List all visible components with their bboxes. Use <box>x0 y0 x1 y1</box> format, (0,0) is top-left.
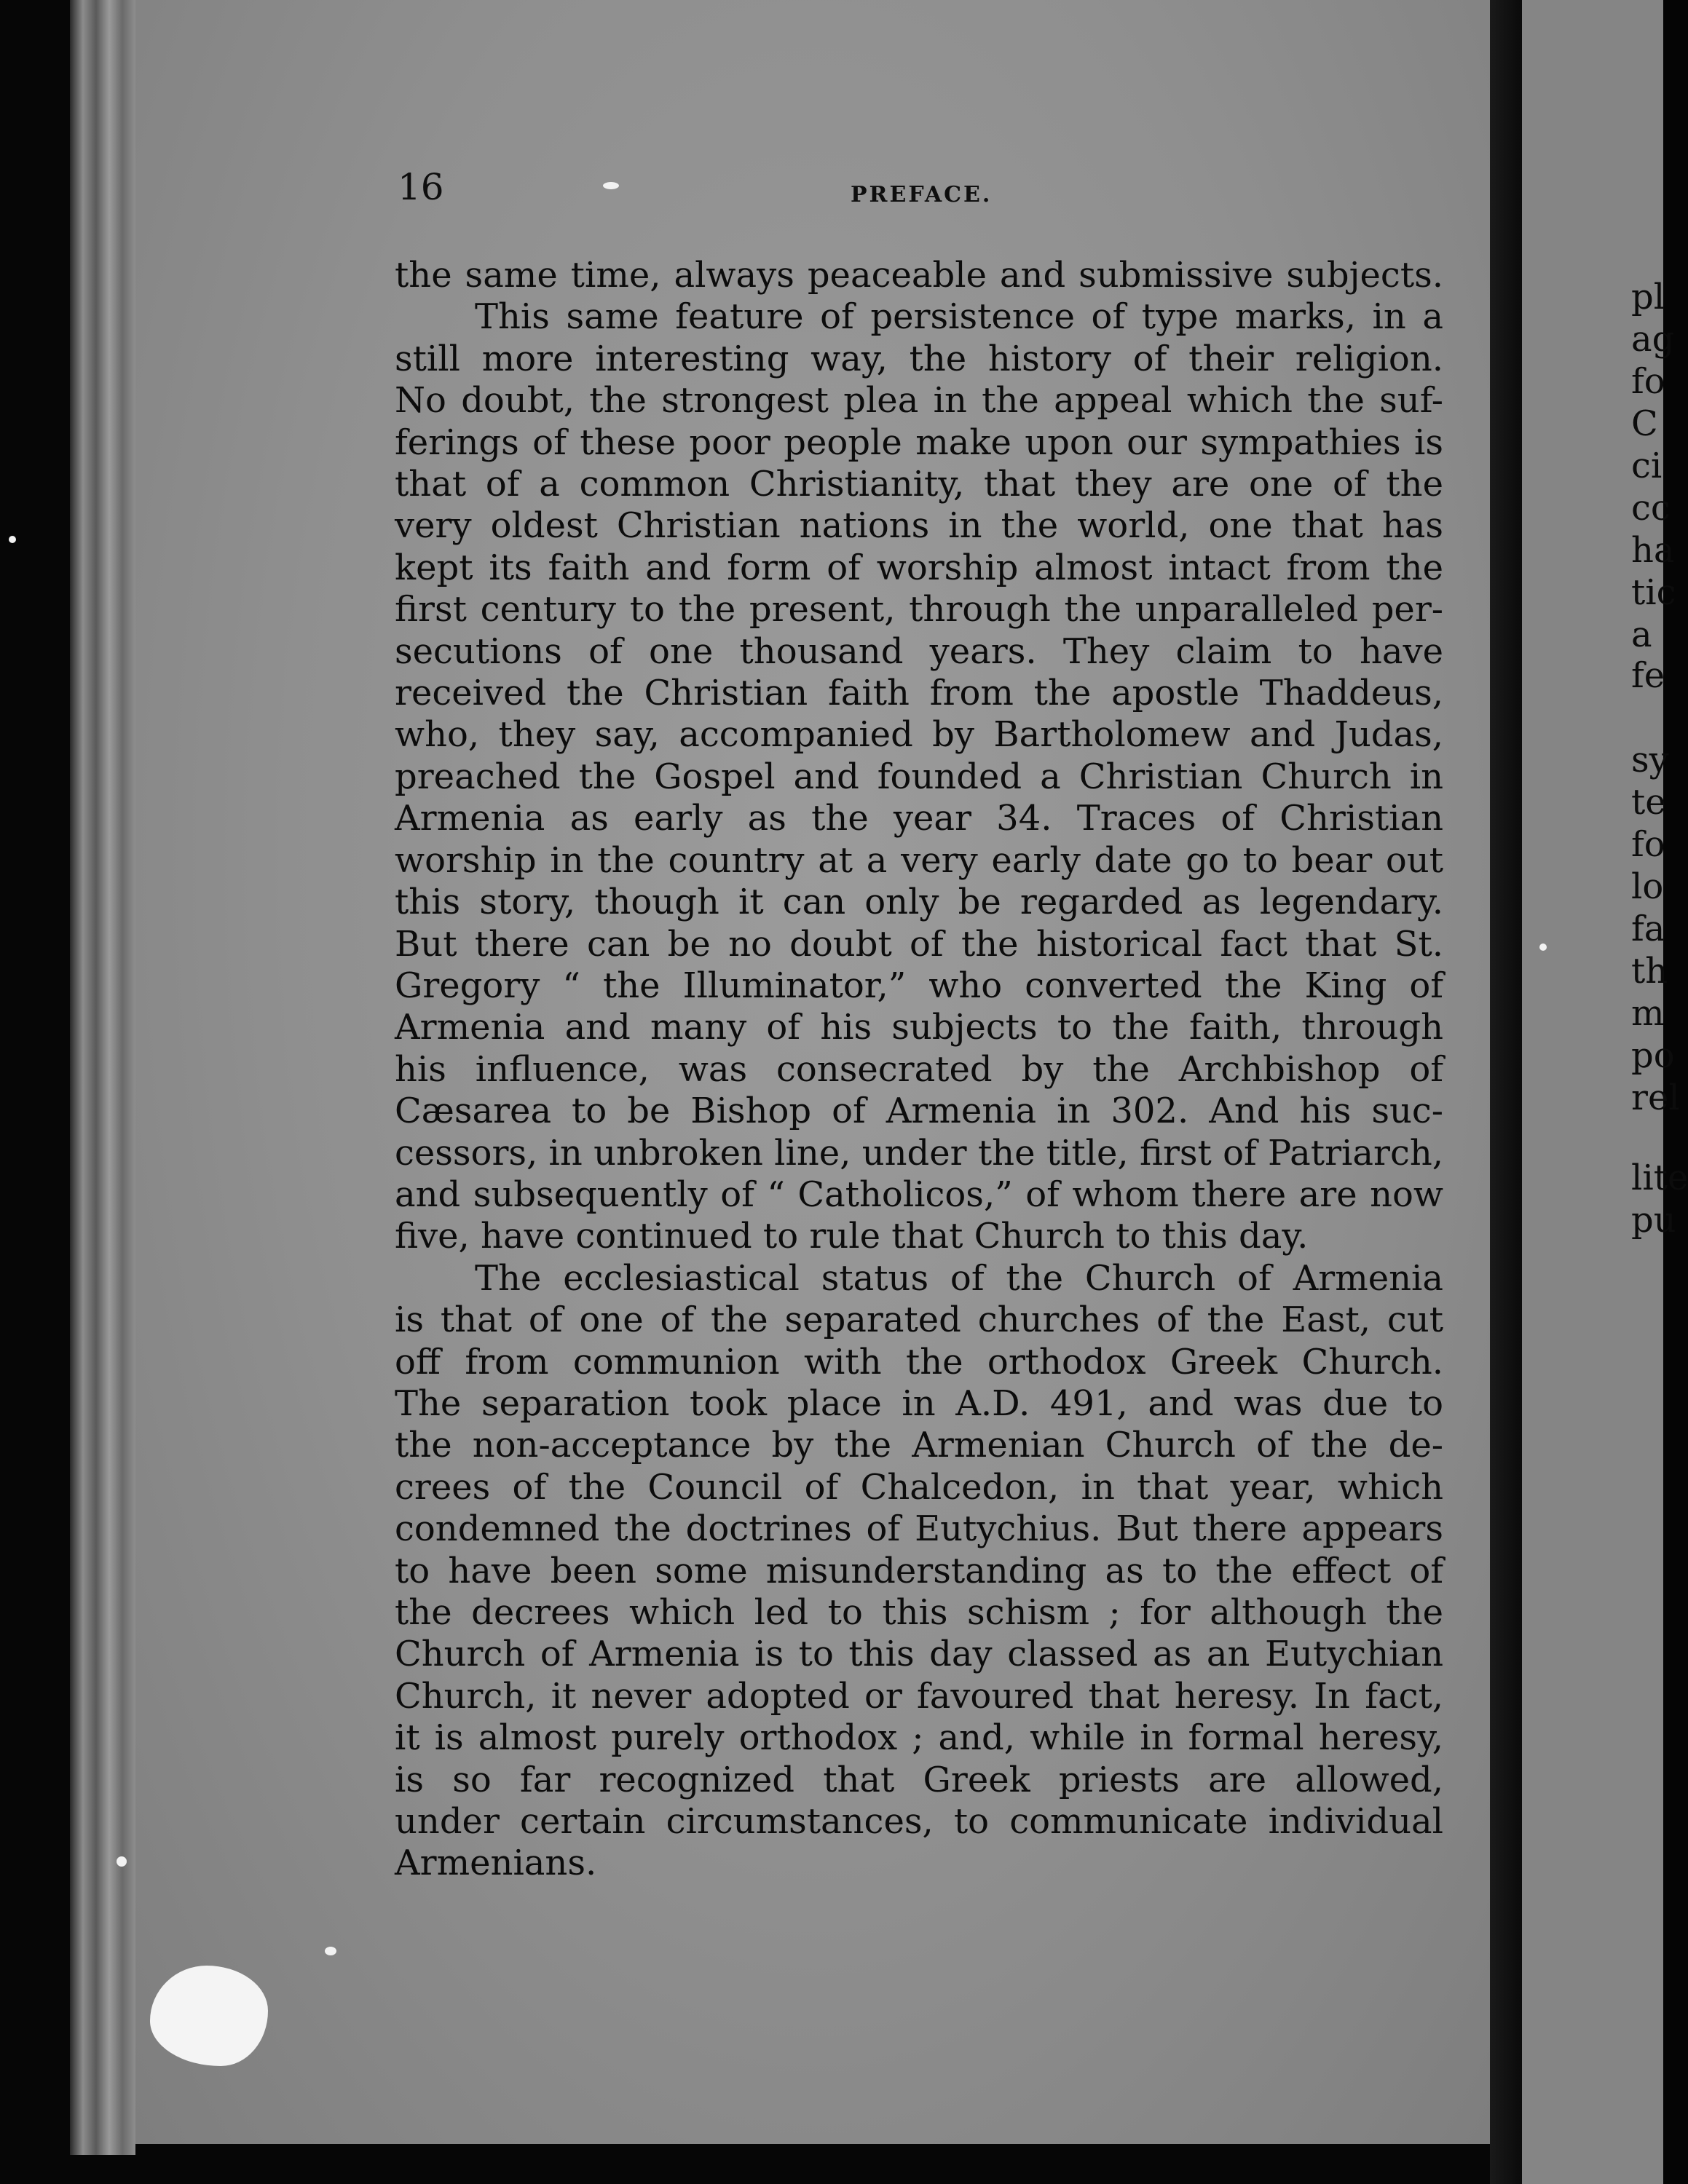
text-line: who, they say, accompanied by Bartholomew and Judas, <box>395 714 1443 756</box>
text-line: Church, it never adopted or favoured that heresy. In fact, <box>395 1675 1443 1717</box>
facing-page-text: po <box>1631 1035 1675 1076</box>
facing-page-text: pl <box>1631 277 1665 317</box>
facing-page-text: C <box>1631 403 1658 444</box>
text-line: Armenia as early as the year 34. Traces of Christian <box>395 798 1443 839</box>
text-line: condemned the doctrines of Eutychius. But there appears <box>395 1508 1443 1550</box>
facing-page-text: ha <box>1631 530 1675 571</box>
facing-page-text: lite <box>1631 1158 1688 1198</box>
text-line: the decrees which led to this schism ; for although the <box>395 1592 1443 1633</box>
text-line: This same feature of persistence of type marks, in a <box>475 296 1443 338</box>
book-page-edges <box>70 0 135 2155</box>
text-line: Armenians. <box>395 1843 597 1884</box>
text-line: Gregory “ the Illuminator,” who converted the King of <box>395 965 1443 1006</box>
scan-speck <box>1539 943 1547 951</box>
text-line: secutions of one thousand years. They claim to have <box>395 630 1443 672</box>
facing-page-text: sy <box>1631 740 1669 780</box>
text-line: The ecclesiastical status of the Church of Armenia <box>475 1257 1443 1299</box>
text-line: cessors, in unbroken line, under the title, first of Patriarch, <box>395 1132 1443 1174</box>
text-line: No doubt, the strongest plea in the appeal which the suf- <box>395 380 1443 422</box>
facing-page-text: m <box>1631 993 1665 1034</box>
facing-page-text: fo <box>1631 824 1665 865</box>
header-title: PREFACE. <box>851 182 993 207</box>
facing-page-text: rel <box>1631 1077 1680 1118</box>
text-line: that of a common Christianity, that they are one of the <box>395 464 1443 505</box>
text-line: the non-acceptance by the Armenian Church of the de- <box>395 1425 1443 1466</box>
body-text <box>395 255 1443 1885</box>
text-line: Church of Armenia is to this day classed as an Eutychian <box>395 1634 1443 1675</box>
facing-page-text: fo <box>1631 361 1665 402</box>
facing-page-text: ag <box>1631 319 1675 360</box>
text-line: worship in the country at a very early date go to bear out <box>395 839 1443 881</box>
text-line: very oldest Christian nations in the world, one that has <box>395 505 1443 547</box>
facing-page-text: te <box>1631 782 1666 823</box>
facing-page-fragment <box>1522 0 1688 2184</box>
facing-page-text: a <box>1631 614 1652 655</box>
facing-page-text: fe <box>1631 655 1665 696</box>
text-line: But there can be no doubt of the historical fact that St. <box>395 923 1443 965</box>
facing-page-text: pu <box>1631 1200 1676 1241</box>
facing-page-text: cc <box>1631 488 1671 529</box>
facing-page-text: th <box>1631 951 1668 992</box>
text-line: the same time, always peaceable and submissive subjects. <box>395 255 1443 296</box>
text-line: and subsequently of “ Catholicos,” of whom there are now <box>395 1174 1443 1215</box>
text-line: received the Christian faith from the apostle Thaddeus, <box>395 673 1443 714</box>
text-line: The separation took place in A.D. 491, and was due to <box>395 1382 1443 1424</box>
text-line: five, have continued to rule that Church to this day. <box>395 1216 1309 1257</box>
text-line: it is almost purely orthodox ; and, while in formal heresy, <box>395 1717 1443 1759</box>
scan-speck <box>9 536 16 543</box>
facing-page-text: ci <box>1631 446 1663 486</box>
text-line: this story, though it can only be regarded as legendary. <box>395 882 1443 923</box>
scan-blotch <box>150 1966 268 2066</box>
text-line: to have been some misunderstanding as to the effect of <box>395 1550 1443 1591</box>
text-line: ferings of these poor people make upon our sympathies is <box>395 422 1443 463</box>
text-line: is so far recognized that Greek priests are allowed, <box>395 1759 1443 1800</box>
text-line: Cæsarea to be Bishop of Armenia in 302. And his suc- <box>395 1091 1443 1132</box>
scan-speck <box>603 182 619 189</box>
text-line: preached the Gospel and founded a Christian Church in <box>395 756 1443 797</box>
scan-speck <box>325 1947 336 1955</box>
text-line: still more interesting way, the history of their religion. <box>395 338 1443 379</box>
running-head <box>398 166 1446 217</box>
page-number: 16 <box>398 166 444 208</box>
facing-page-text: tic <box>1631 572 1676 613</box>
text-line: off from communion with the orthodox Greek Church. <box>395 1341 1443 1382</box>
facing-page-text: lo <box>1631 866 1664 907</box>
text-line: crees of the Council of Chalcedon, in that year, which <box>395 1466 1443 1508</box>
text-line: kept its faith and form of worship almost intact from the <box>395 547 1443 588</box>
scan-speck <box>117 1856 127 1867</box>
text-line: Armenia and many of his subjects to the faith, through <box>395 1007 1443 1048</box>
text-line: first century to the present, through the unparalleled per- <box>395 589 1443 630</box>
facing-page-text: fa <box>1631 909 1665 949</box>
text-line: his influence, was consecrated by the Archbishop of <box>395 1048 1443 1090</box>
book-gutter <box>1490 0 1522 2184</box>
text-line: under certain circumstances, to communicate individual <box>395 1801 1443 1843</box>
text-line: is that of one of the separated churches of the East, cut <box>395 1299 1443 1341</box>
